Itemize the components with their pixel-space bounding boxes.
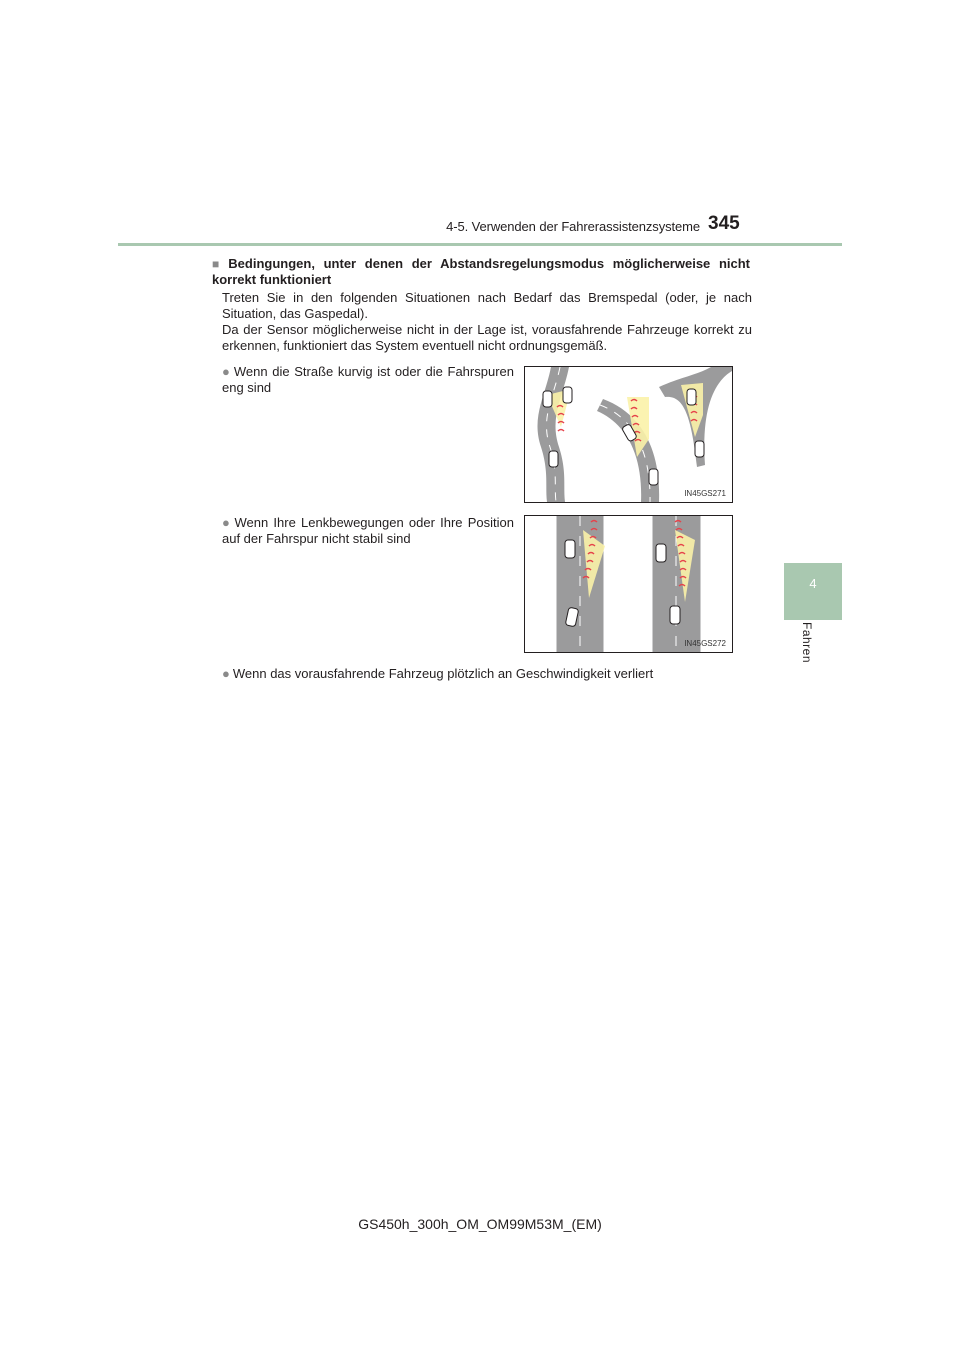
bullet-text: Wenn Ihre Lenkbewegungen oder Ihre Position auf der Fahrspur nicht stabil sind [222, 515, 514, 546]
paragraph-sensor: Da der Sensor möglicherweise nicht in der Lage ist, vorausfahrende Fahrzeuge korrekt zu erkennen, funktioniert das System eventuell nicht ordnungsgemäß. [222, 322, 752, 353]
bullet-unstable-steering [222, 515, 514, 547]
figure-id-label: IN45GS271 [684, 489, 726, 498]
paragraph-brake-pedal: Treten Sie in den folgenden Situationen nach Bedarf das Bremspedal (oder, je nach Situation, das Gaspedal). [222, 290, 752, 321]
bullet-text: Wenn das vorausfahrende Fahrzeug plötzlich an Geschwindigkeit verliert [232, 666, 654, 681]
page-number: 345 [708, 213, 740, 234]
footer-document-code: GS450h_300h_OM_OM99M53M_(EM) [358, 1216, 602, 1232]
chapter-number: 4 [809, 576, 817, 591]
figure-id-label: IN45GS272 [684, 639, 726, 648]
chapter-label [798, 622, 818, 682]
curvy-roads-illustration [525, 367, 732, 502]
bullet-text: Wenn die Straße kurvig ist oder die Fahrspuren eng sind [222, 364, 514, 395]
chapter-tab [784, 563, 842, 620]
heading-square-icon: ■ [212, 257, 225, 271]
section-heading [212, 256, 750, 288]
section-heading-text: Bedingungen, unter denen der Abstandsregelungsmodus möglicherweise nicht korrekt funktioniert [212, 256, 750, 287]
bullet-dot-icon: ● [222, 666, 230, 681]
figure-curvy-roads [524, 366, 733, 503]
figure-unstable-lane [524, 515, 733, 653]
chapter-label-text: Fahren [800, 622, 814, 664]
bullet-dot-icon: ● [222, 364, 231, 379]
bullet-sudden-deceleration [222, 666, 762, 682]
bullet-curvy-road [222, 364, 514, 396]
header-rule [118, 243, 842, 246]
unstable-lane-illustration [525, 516, 732, 652]
bullet-dot-icon: ● [222, 515, 232, 530]
header-section-title: 4-5. Verwenden der Fahrerassistenzsysteme [446, 219, 700, 234]
